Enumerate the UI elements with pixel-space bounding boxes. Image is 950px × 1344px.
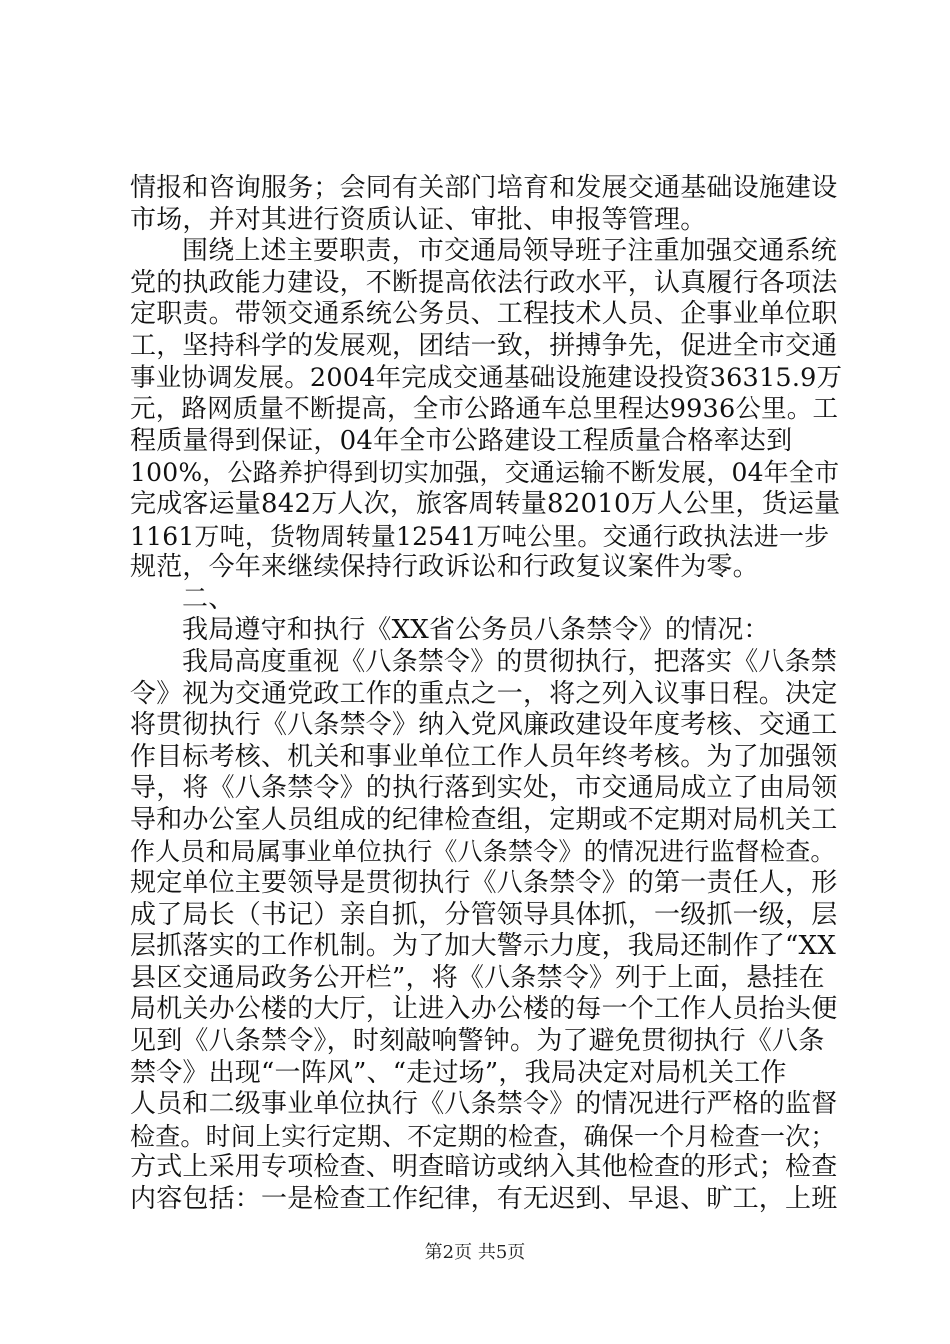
text-line: 作人员和局属事业单位执行《八条禁令》的情况进行监督检查。 — [130, 837, 836, 867]
text-line: 市场，并对其进行资质认证、审批、申报等管理。 — [130, 204, 707, 235]
text-line: 程质量得到保证，04年全市公路建设工程质量合格率达到 — [130, 425, 793, 456]
text-line: 事业协调发展。2004年完成交通基础设施建设投资36315.9万 — [130, 362, 843, 393]
text-line: 我局高度重视《八条禁令》的贯彻执行，把落实《八条禁 — [182, 646, 838, 677]
text-line: 层抓落实的工作机制。为了加大警示力度，我局还制作了“XX — [130, 931, 836, 962]
text-line: 1161万吨，货物周转量12541万吨公里。交通行政执法进一步 — [130, 521, 830, 551]
text-line: 导，将《八条禁令》的执行落到实处，市交通局成立了由局领 — [130, 773, 838, 804]
text-line: 方式上采用专项检查、明查暗访或纳入其他检查的形式；检查 — [130, 1152, 838, 1183]
text-line: 100%，公路养护得到切实加强，交通运输不断发展，04年全市 — [130, 458, 840, 488]
text-line: 见到《八条禁令》，时刻敲响警钟。为了避免贯彻执行《八条 — [130, 1026, 825, 1057]
section-heading: 二、 — [182, 583, 235, 614]
text-line: 将贯彻执行《八条禁令》纳入党风廉政建设年度考核、交通工 — [130, 710, 838, 741]
text-line: 县区交通局政务公开栏”，将《八条禁令》列于上面，悬挂在 — [130, 962, 825, 993]
text-line: 检查。时间上实行定期、不定期的检查，确保一个月检查一次； — [130, 1121, 836, 1151]
text-line: 规范，今年来继续保持行政诉讼和行政复议案件为零。 — [130, 552, 759, 583]
text-line: 禁令》出现“一阵风”、“走过场”，我局决定对局机关工作 — [130, 1057, 787, 1088]
text-line: 元，路网质量不断提高，全市公路通车总里程达9936公里。工 — [130, 394, 839, 425]
text-line: 党的执政能力建设，不断提高依法行政水平，认真履行各项法 — [130, 267, 838, 298]
text-line: 完成客运量842万人次，旅客周转量82010万人公里，货运量 — [130, 488, 841, 519]
text-line: 人员和二级事业单位执行《八条禁令》的情况进行严格的监督 — [130, 1089, 838, 1120]
text-line: 令》视为交通党政工作的重点之一，将之列入议事日程。决定 — [130, 678, 838, 709]
text-line: 导和办公室人员组成的纪律检查组，定期或不定期对局机关工 — [130, 804, 838, 835]
body-text — [130, 173, 842, 1216]
text-line: 局机关办公楼的大厅，让进入办公楼的每一个工作人员抬头便 — [130, 994, 838, 1025]
text-line: 情报和咨询服务；会同有关部门培育和发展交通基础设施建设 — [130, 173, 838, 203]
page-number-footer: 第2页 共5页 — [424, 1242, 526, 1263]
text-line: 围绕上述主要职责，市交通局领导班子注重加强交通系统 — [182, 236, 838, 267]
text-line: 定职责。带领交通系统公务员、工程技术人员、企事业单位职 — [130, 299, 838, 330]
text-line: 作目标考核、机关和事业单位工作人员年终考核。为了加强领 — [130, 741, 838, 772]
text-line: 成了局长（书记）亲自抓，分管领导具体抓，一级抓一级，层 — [130, 899, 838, 930]
text-line: 内容包括：一是检查工作纪律，有无迟到、早退、旷工，上班 — [130, 1184, 838, 1214]
text-line: 规定单位主要领导是贯彻执行《八条禁令》的第一责任人，形 — [130, 868, 838, 899]
text-line: 工，坚持科学的发展观，团结一致，拼搏争先，促进全市交通 — [130, 330, 838, 361]
section-title: 我局遵守和执行《XX省公务员八条禁令》的情况： — [182, 615, 770, 646]
